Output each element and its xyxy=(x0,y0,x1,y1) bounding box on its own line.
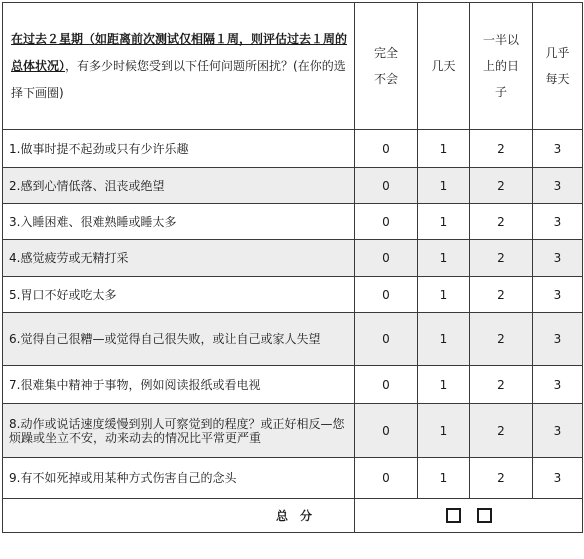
total-score-label: 总分 xyxy=(3,499,355,533)
score-option[interactable]: 2 xyxy=(470,313,533,366)
score-option[interactable]: 3 xyxy=(533,240,583,277)
score-option[interactable]: 0 xyxy=(355,277,418,313)
score-option[interactable]: 0 xyxy=(355,204,418,240)
score-option[interactable]: 0 xyxy=(355,458,418,499)
question-text: 2.感到心情低落、沮丧或绝望 xyxy=(3,168,355,204)
score-option[interactable]: 2 xyxy=(470,130,533,168)
score-option[interactable]: 0 xyxy=(355,404,418,458)
score-option[interactable]: 0 xyxy=(355,313,418,366)
score-option[interactable]: 2 xyxy=(470,168,533,204)
question-row xyxy=(3,313,583,366)
column-header-more-than-half: 一半以 上的日 子 xyxy=(470,3,533,130)
question-header-emphasis: 在过去２星期（如距离前次测试仅相隔１周，则评估过去１周的总体状况） xyxy=(11,31,348,73)
column-header-several-days: 几天 xyxy=(418,3,470,130)
question-row xyxy=(3,277,583,313)
score-option[interactable]: 1 xyxy=(418,240,470,277)
score-option[interactable]: 1 xyxy=(418,168,470,204)
score-option[interactable]: 1 xyxy=(418,313,470,366)
column-header-not-at-all: 完全 不会 xyxy=(355,3,418,130)
question-row xyxy=(3,204,583,240)
score-option[interactable]: 0 xyxy=(355,130,418,168)
question-text: 5.胃口不好或吃太多 xyxy=(3,277,355,313)
score-option[interactable]: 3 xyxy=(533,313,583,366)
score-option[interactable]: 0 xyxy=(355,240,418,277)
question-text: 4.感觉疲劳或无精打采 xyxy=(3,240,355,277)
score-option[interactable]: 1 xyxy=(418,204,470,240)
score-option[interactable]: 1 xyxy=(418,366,470,404)
score-option[interactable]: 1 xyxy=(418,458,470,499)
question-header-text: ，有多少时候您受到以下任何问题所困扰？(在你的选择下画圈) xyxy=(11,58,346,100)
question-text: 8.动作或说话速度缓慢到别人可察觉到的程度？或正好相反—您烦躁或坐立不安，动来动去的情况比平常更严重 xyxy=(3,404,355,458)
phq9-questionnaire-table xyxy=(2,2,583,533)
column-header-nearly-every-day: 几乎 每天 xyxy=(533,3,583,130)
score-option[interactable]: 3 xyxy=(533,168,583,204)
question-row xyxy=(3,130,583,168)
question-row xyxy=(3,404,583,458)
score-option[interactable]: 3 xyxy=(533,458,583,499)
score-option[interactable]: 3 xyxy=(533,404,583,458)
score-option[interactable]: 2 xyxy=(470,458,533,499)
score-option[interactable]: 2 xyxy=(470,366,533,404)
score-option[interactable]: 1 xyxy=(418,130,470,168)
total-score-digit-box[interactable] xyxy=(477,508,492,523)
question-text: 6.觉得自己很糟—或觉得自己很失败，或让自己或家人失望 xyxy=(3,313,355,366)
total-score-digit-box[interactable] xyxy=(446,508,461,523)
total-score-boxes xyxy=(355,499,583,533)
question-text: 3.入睡困难、很难熟睡或睡太多 xyxy=(3,204,355,240)
header-row xyxy=(3,3,583,130)
question-text: 9.有不如死掉或用某种方式伤害自己的念头 xyxy=(3,458,355,499)
score-option[interactable]: 3 xyxy=(533,277,583,313)
total-row xyxy=(3,499,583,533)
score-option[interactable]: 3 xyxy=(533,204,583,240)
question-text: 7.很难集中精神于事物，例如阅读报纸或看电视 xyxy=(3,366,355,404)
question-row xyxy=(3,240,583,277)
score-option[interactable]: 2 xyxy=(470,404,533,458)
score-option[interactable]: 3 xyxy=(533,130,583,168)
score-option[interactable]: 2 xyxy=(470,204,533,240)
score-option[interactable]: 1 xyxy=(418,277,470,313)
score-option[interactable]: 3 xyxy=(533,366,583,404)
question-text: 1.做事时提不起劲或只有少许乐趣 xyxy=(3,130,355,168)
score-option[interactable]: 2 xyxy=(470,277,533,313)
question-row xyxy=(3,168,583,204)
score-option[interactable]: 0 xyxy=(355,366,418,404)
question-header xyxy=(3,3,355,130)
question-row xyxy=(3,458,583,499)
score-option[interactable]: 2 xyxy=(470,240,533,277)
question-row xyxy=(3,366,583,404)
score-option[interactable]: 0 xyxy=(355,168,418,204)
score-option[interactable]: 1 xyxy=(418,404,470,458)
